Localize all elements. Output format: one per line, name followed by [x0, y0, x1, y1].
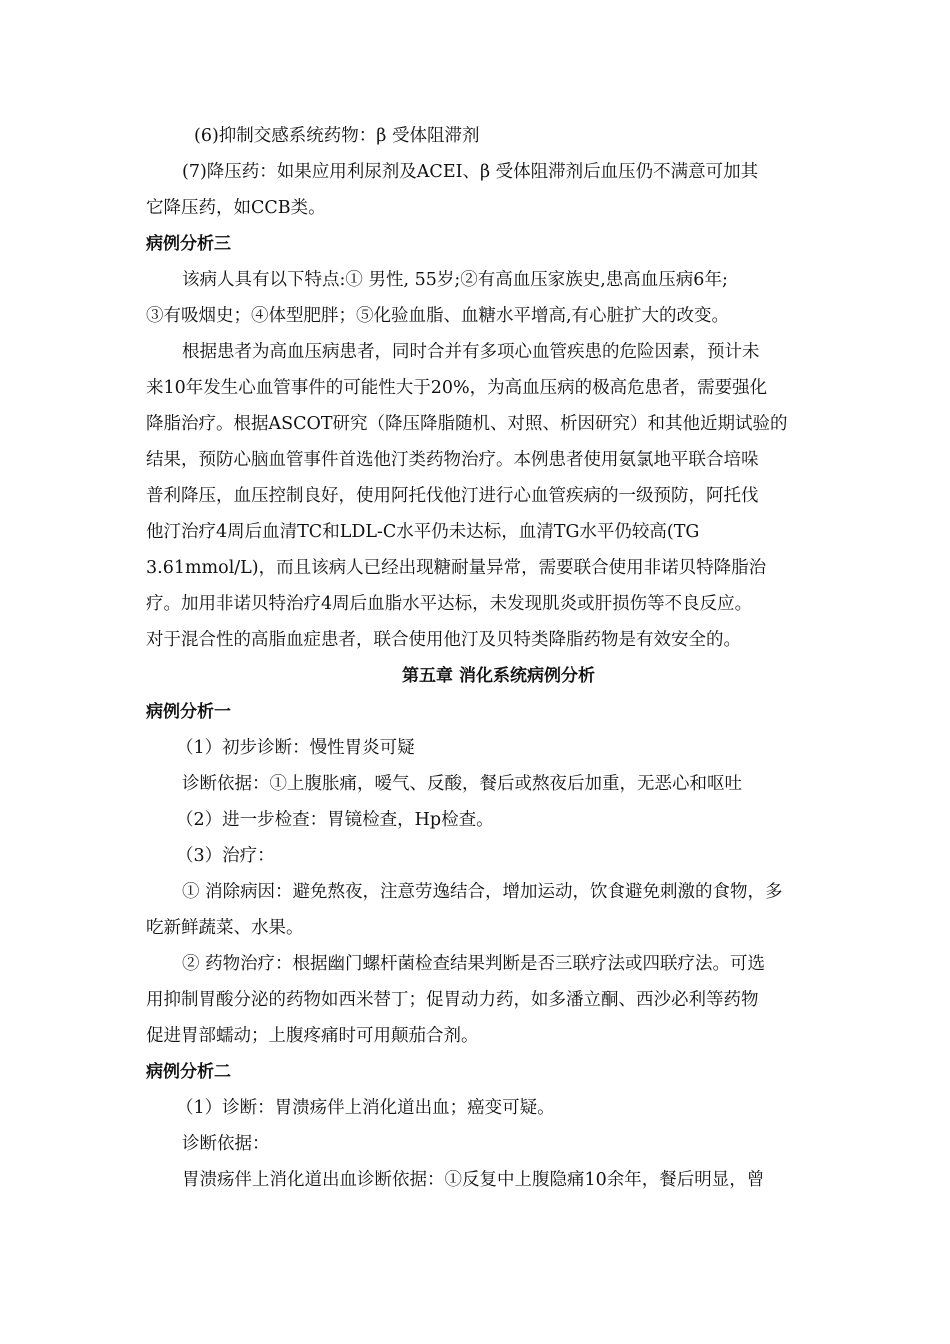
- section-heading: 病例分析二: [146, 1062, 231, 1082]
- text-line: （1）诊断：胃溃疡伴上消化道出血；癌变可疑。: [176, 1098, 555, 1118]
- text-line: 来10年发生心血管事件的可能性大于20%，为高血压病的极高危患者，需要强化: [146, 378, 768, 398]
- text-line: 普利降压，血压控制良好，使用阿托伐他汀进行心血管疾病的一级预防，阿托伐: [146, 486, 759, 506]
- text-line: ③有吸烟史；④体型肥胖；⑤化验血脂、血糖水平增高,有心脏扩大的改变。: [146, 306, 730, 326]
- text-line: 降脂治疗。根据ASCOT研究（降压降脂随机、对照、析因研究）和其他近期试验的: [146, 414, 788, 434]
- text-line: 3.61mmol/L)，而且该病人已经出现糖耐量异常，需要联合使用非诺贝特降脂治: [146, 558, 767, 578]
- text-line: 诊断依据：①上腹胀痛，嗳气、反酸，餐后或熬夜后加重，无恶心和呕吐: [182, 774, 742, 794]
- text-line: 促进胃部蠕动；上腹疼痛时可用颠茄合剂。: [146, 1026, 479, 1046]
- text-line: 根据患者为高血压病患者，同时合并有多项心血管疾患的危险因素，预计未: [182, 342, 760, 362]
- text-line: （1）初步诊断：慢性胃炎可疑: [176, 738, 415, 758]
- text-line: 疗。加用非诺贝特治疗4周后血脂水平达标，未发现肌炎或肝损伤等不良反应。: [146, 594, 753, 614]
- text-line: 结果，预防心脑血管事件首选他汀类药物治疗。本例患者使用氨氯地平联合培哚: [146, 450, 759, 470]
- chapter-title: 第五章 消化系统病例分析: [402, 666, 595, 686]
- section-heading: 病例分析一: [146, 702, 231, 722]
- text-line: （3）治疗：: [176, 846, 275, 866]
- text-line: (7)降压药：如果应用利尿剂及ACEI、β 受体阻滞剂后血压仍不满意可加其: [182, 162, 759, 182]
- section-heading: 病例分析三: [146, 234, 231, 254]
- document-page: [146, 118, 811, 1198]
- text-line: ② 药物治疗：根据幽门螺杆菌检查结果判断是否三联疗法或四联疗法。可选: [182, 954, 766, 974]
- text-line: 它降压药，如CCB类。: [146, 198, 326, 218]
- text-line: (6)抑制交感系统药物：β 受体阻滞剂: [194, 126, 480, 146]
- text-line: 对于混合性的高脂血症患者，联合使用他汀及贝特类降脂药物是有效安全的。: [146, 630, 741, 650]
- text-line: 该病人具有以下特点:① 男性, 55岁;②有高血压家族史,患高血压病6年;: [182, 270, 728, 290]
- text-line: 胃溃疡伴上消化道出血诊断依据：①反复中上腹隐痛10余年，餐后明显，曾: [182, 1170, 765, 1190]
- text-line: 用抑制胃酸分泌的药物如西米替丁；促胃动力药，如多潘立酮、西沙必利等药物: [146, 990, 759, 1010]
- text-line: （2）进一步检查：胃镜检查，Hp检查。: [176, 810, 494, 830]
- text-line: 诊断依据：: [182, 1134, 270, 1154]
- text-line: 他汀治疗4周后血清TC和LDL-C水平仍未达标，血清TG水平仍较高(TG: [146, 522, 700, 542]
- text-line: 吃新鲜蔬菜、水果。: [146, 918, 304, 938]
- text-line: ① 消除病因：避免熬夜，注意劳逸结合，增加运动，饮食避免刺激的食物，多: [182, 882, 783, 902]
